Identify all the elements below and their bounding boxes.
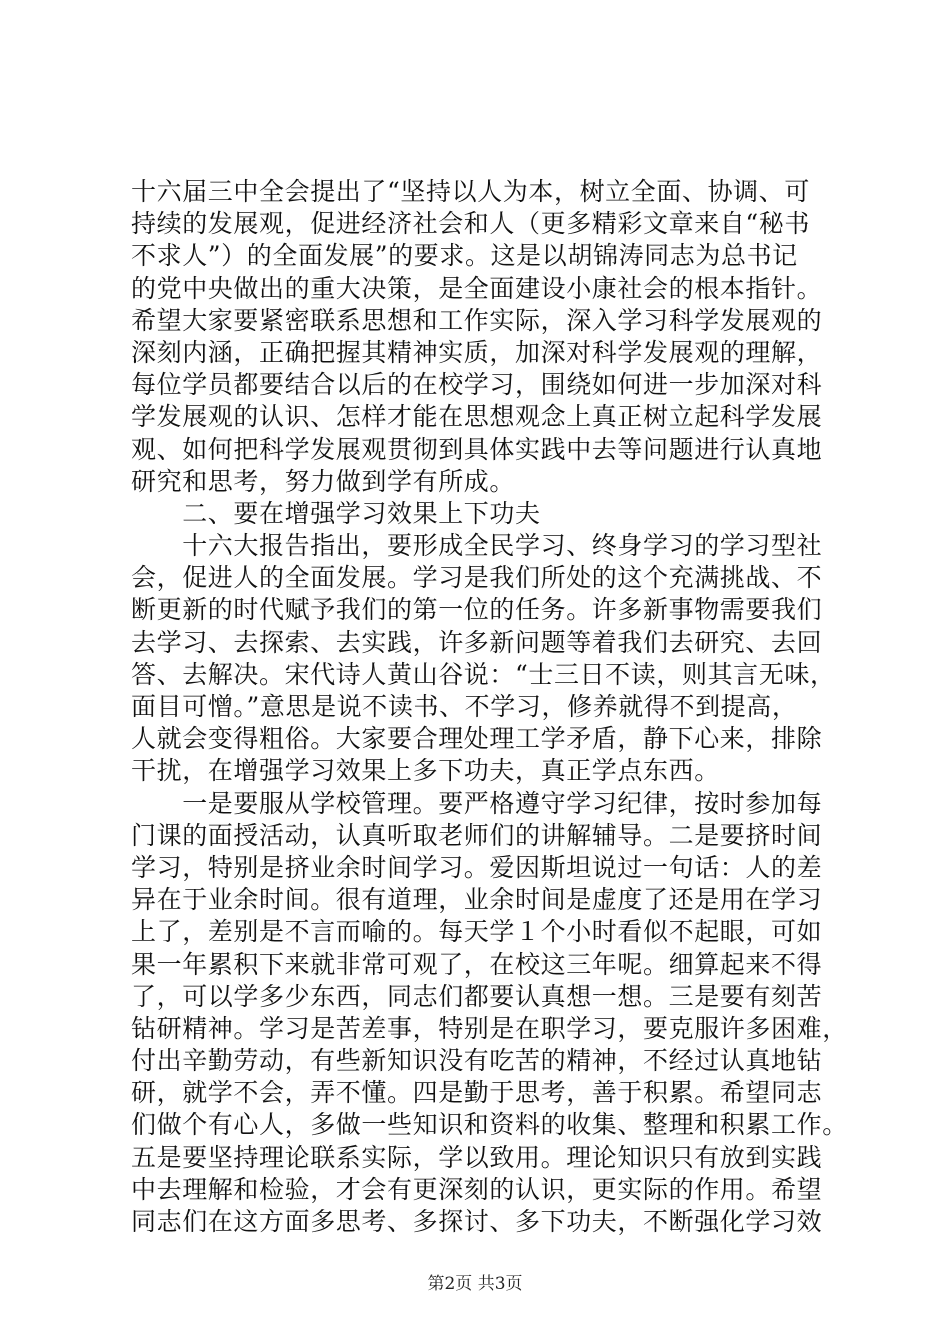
text-line: 十六届三中全会提出了“坚持以人为本，树立全面、协调、可 (131, 177, 810, 206)
page-number-footer: 第2页 共3页 (427, 1274, 523, 1294)
text-line: 不求人”）的全面发展”的要求。这是以胡锦涛同志为总书记 (131, 241, 798, 271)
text-line: 学习，特别是挤业余时间学习。爱因斯坦说过一句话：人的差 (131, 852, 823, 882)
section-heading: 二、要在增强学习效果上下功夫 (131, 498, 541, 528)
text-line: 深刻内涵，正确把握其精神实质，加深对科学发展观的理解， (131, 337, 823, 367)
text-line: 门课的面授活动，认真听取老师们的讲解辅导。二是要挤时间 (131, 820, 823, 850)
text-line: 观、如何把科学发展观贯彻到具体实践中去等问题进行认真地 (131, 434, 823, 464)
text-line: 干扰，在增强学习效果上多下功夫，真正学点东西。 (131, 756, 720, 786)
text-line: 果一年累积下来就非常可观了，在校这三年呢。细算起来不得 (131, 949, 823, 979)
text-line: 人就会变得粗俗。大家要合理处理工学矛盾，静下心来，排除 (131, 724, 823, 754)
text-line: 研，就学不会，弄不懂。四是勤于思考，善于积累。希望同志 (131, 1078, 823, 1108)
text-line: 同志们在这方面多思考、多探讨、多下功夫，不断强化学习效 (131, 1207, 823, 1236)
text-line: 们做个有心人，多做一些知识和资料的收集、整理和积累工作。 (131, 1110, 848, 1140)
text-line: 中去理解和检验，才会有更深刻的认识，更实际的作用。希望 (131, 1174, 823, 1204)
text-line: 断更新的时代赋予我们的第一位的任务。许多新事物需要我们 (131, 595, 823, 625)
text-line: 研究和思考，努力做到学有所成。 (131, 466, 516, 496)
text-line: 的党中央做出的重大决策，是全面建设小康社会的根本指针。 (131, 273, 823, 303)
text-line: 答、去解决。宋代诗人黄山谷说：“士三日不读，则其言无味， (131, 659, 836, 689)
text-line: 一是要服从学校管理。要严格遵守学习纪律，按时参加每 (131, 788, 823, 818)
text-line: 十六大报告指出，要形成全民学习、终身学习的学习型社 (131, 531, 823, 561)
text-line: 异在于业余时间。很有道理，业余时间是虚度了还是用在学习 (131, 885, 823, 915)
text-line: 面目可憎。”意思是说不读书、不学习，修养就得不到提高， (131, 692, 798, 721)
text-line: 学发展观的认识、怎样才能在思想观念上真正树立起科学发展 (131, 402, 823, 432)
text-line: 每位学员都要结合以后的在校学习，围绕如何进一步加深对科 (131, 370, 823, 400)
text-line: 希望大家要紧密联系思想和工作实际，深入学习科学发展观的 (131, 305, 823, 335)
text-line: 了，可以学多少东西，同志们都要认真想一想。三是要有刻苦 (131, 981, 823, 1011)
text-line: 五是要坚持理论联系实际，学以致用。理论知识只有放到实践 (131, 1142, 823, 1172)
text-line: 去学习、去探索、去实践，许多新问题等着我们去研究、去回 (131, 627, 823, 657)
text-line: 持续的发展观，促进经济社会和人（更多精彩文章来自“秘书 (131, 209, 810, 239)
text-line: 钻研精神。学习是苦差事，特别是在职学习，要克服许多困难， (131, 1013, 848, 1043)
text-line: 会，促进人的全面发展。学习是我们所处的这个充满挑战、不 (131, 563, 823, 593)
text-line: 付出辛勤劳动，有些新知识没有吃苦的精神，不经过认真地钻 (131, 1046, 823, 1076)
body-text (131, 176, 848, 1238)
text-line: 上了，差别是不言而喻的。每天学１个小时看似不起眼，可如 (131, 917, 823, 947)
